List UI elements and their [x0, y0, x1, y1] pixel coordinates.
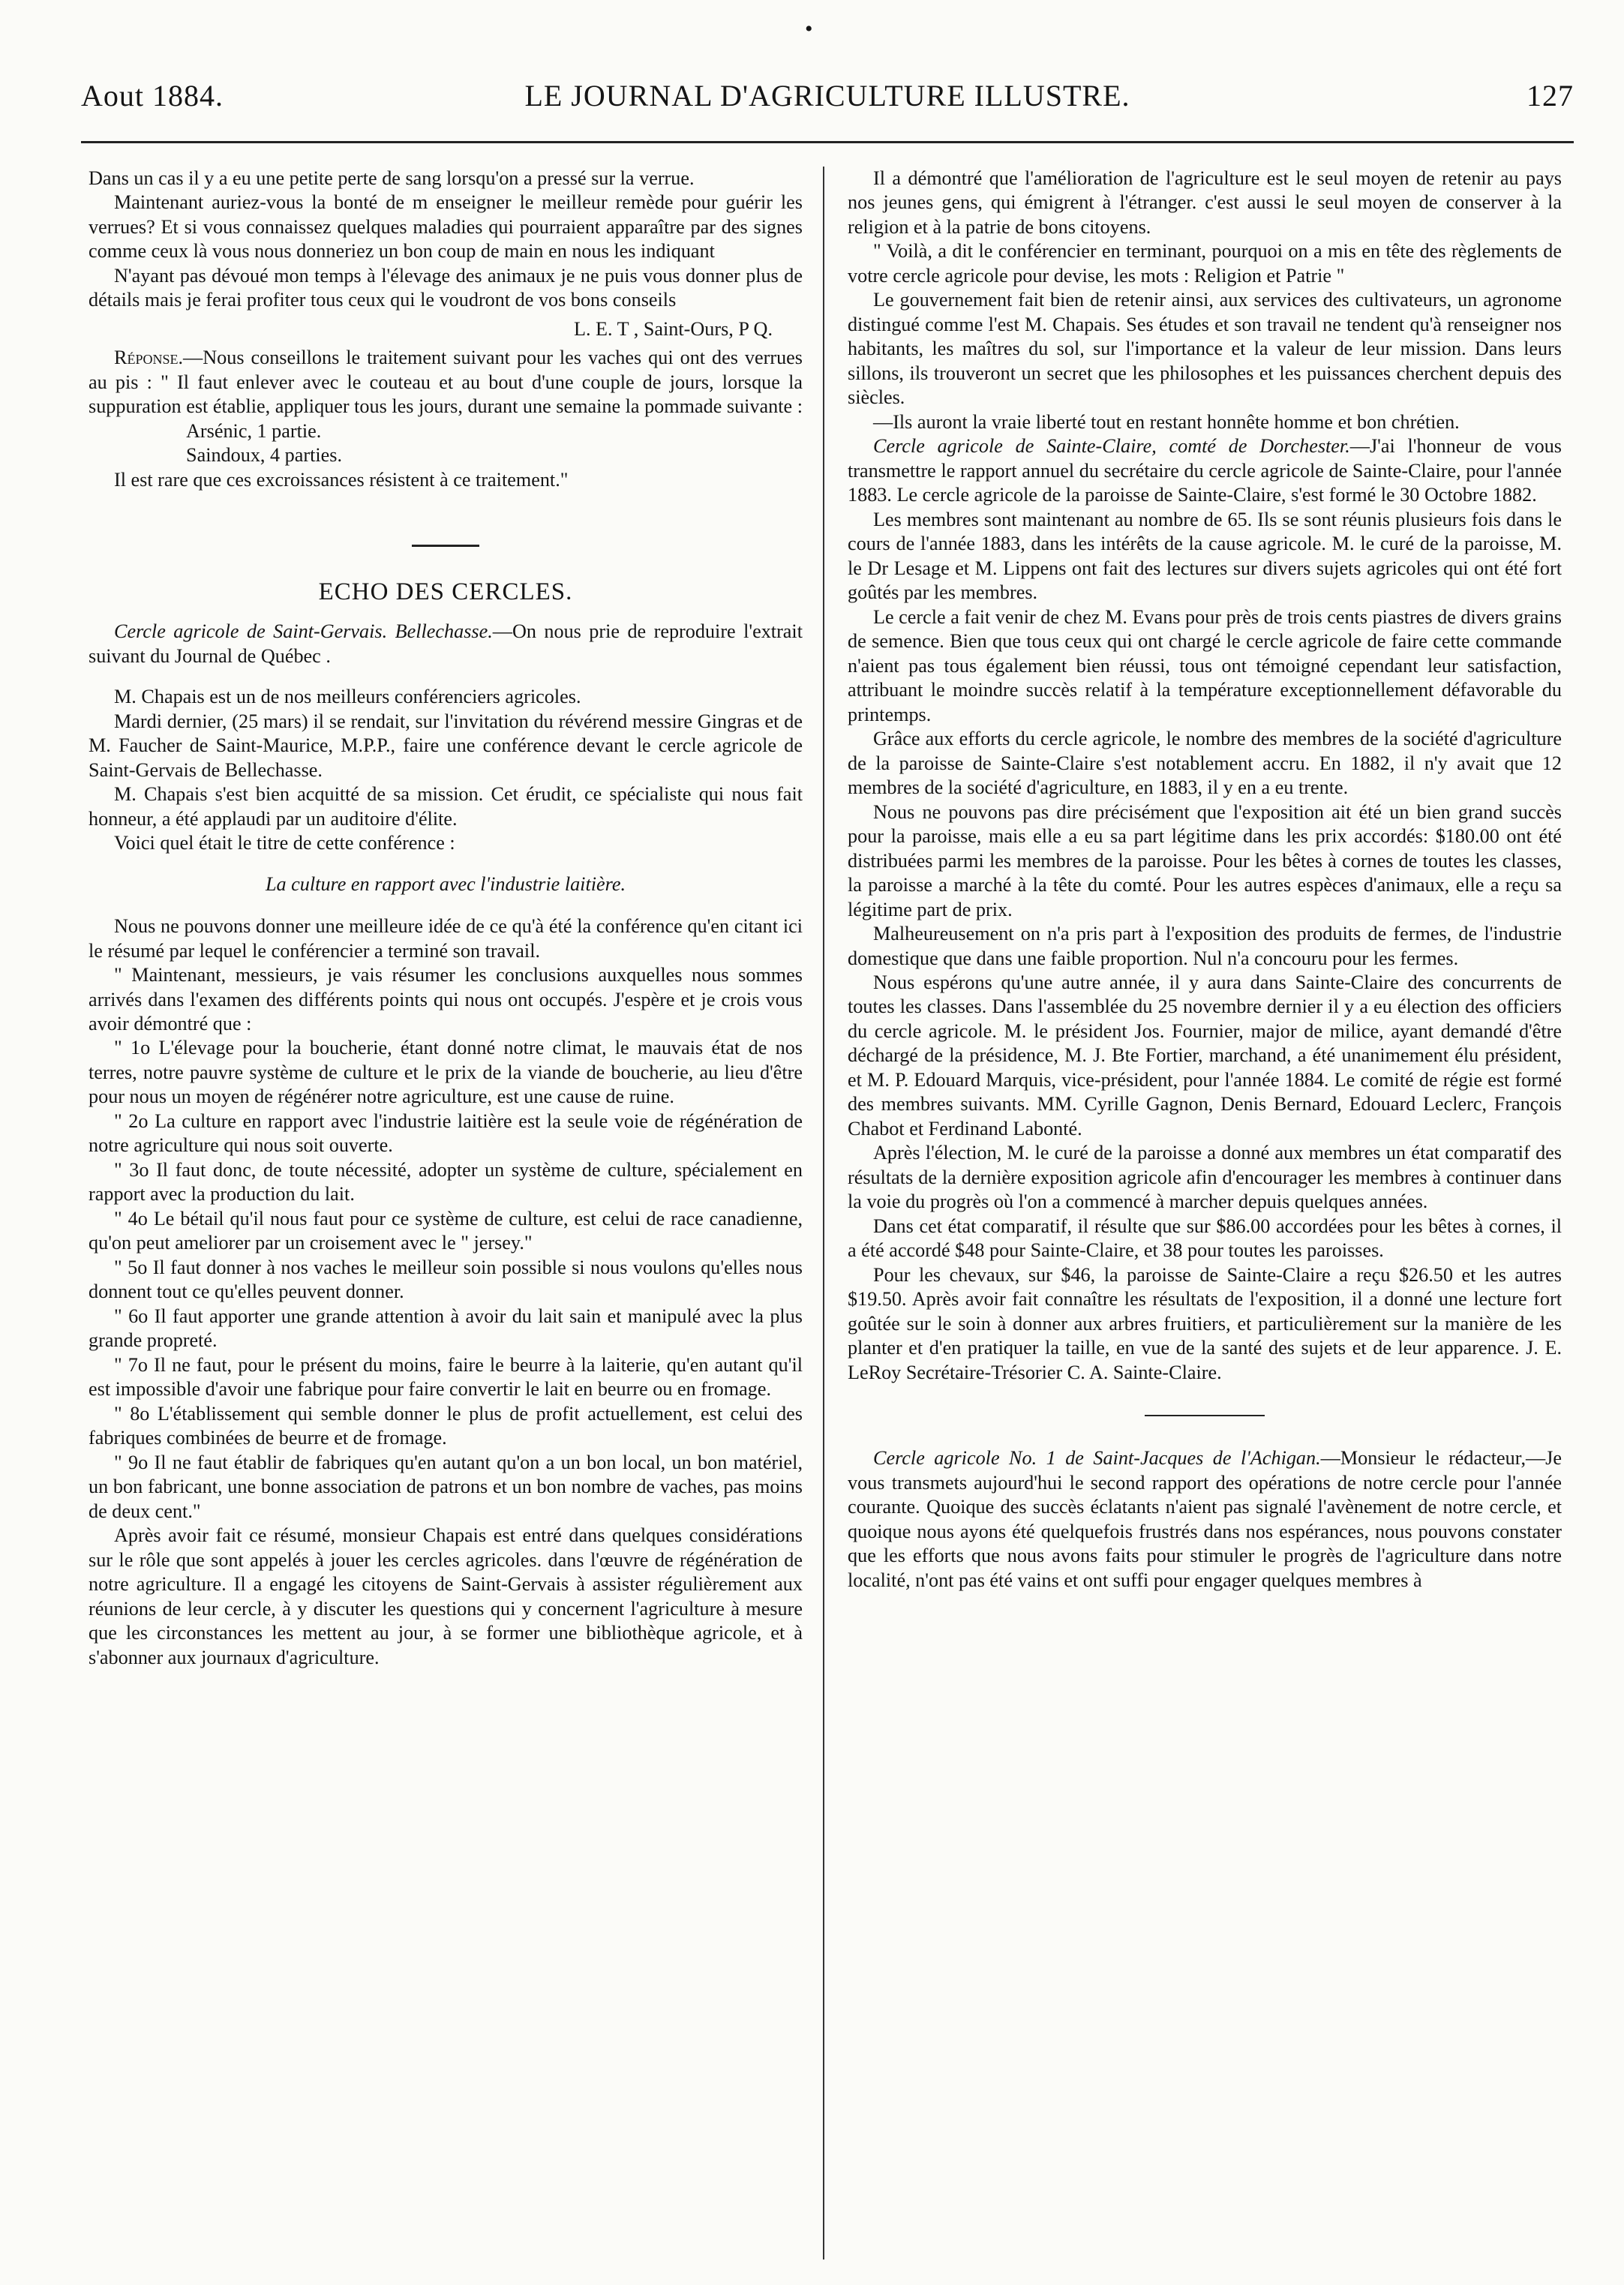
cercle-intro: —Monsieur le rédacteur,—Je vous transmets aujourd'hui le second rapport des opérations de notre cercle pour l'année courante. Quoique des succès éclatants n'aient pas signalé l'avènement de notre cercle, et quoique nous ayons été quelquefois frustrés dans nos espérances, nous pouvons constater que les efforts que nous avons faits pour stimuler le progrès de l'agriculture dans notre localité, n'ont pas été vains et ont suffi pour engager quelques membres à	[848, 1447, 1562, 1591]
article-paragraph: Mardi dernier, (25 mars) il se rendait, sur l'invitation du révérend messire Gingras et de M. Faucher de Saint-Maurice, M.P.P., faire une conférence devant le cercle agricole de Saint-Gervais de Bellechasse.	[89, 710, 803, 781]
header-rule	[81, 141, 1574, 143]
issue-date: Aout 1884.	[81, 79, 224, 113]
cercle-name: Cercle agricole de Sainte-Claire, comté de Dorchester.	[873, 435, 1350, 458]
report-paragraph: Le cercle a fait venir de chez M. Evans pour près de trois cents piastres de divers grains de semence. Bien que tous ceux qui ont chargé le cercle agricole de faire cette commande n'aient pas tous également bien réussi, tous ont témoigné cependant leur satisfaction, attribuant le moindre succès relatif à la température exceptionnellement défavorable du printemps.	[848, 605, 1562, 725]
article-paragraph: Le gouvernement fait bien de retenir ainsi, aux services des cultivateurs, un agronome distingué comme l'est M. Chapais. Ses études et son travail ne tendent qu'à renseigner nos habitants, les maîtres du sol, sur l'importance et la valeur de leur mission. Dans leurs sillons, ils trouveront un secret que les philosophes et les puissances cherchent depuis des siècles.	[848, 289, 1562, 409]
conclusion-item: " 1o L'élevage pour la boucherie, étant donné notre climat, le mauvais état de nos terres, notre pauvre système de culture et le prix de la viande de boucherie, au lieu d'être pour nous un moyen de régénérer notre agriculture, est une cause de ruine.	[89, 1037, 803, 1108]
journal-title: LE JOURNAL D'AGRICULTURE ILLUSTRE.	[524, 79, 1130, 113]
article-paragraph: " Maintenant, messieurs, je vais résumer les conclusions auxquelles nous sommes arrivés dans l'examen des différents points qui nous ont occupés. J'espère et je crois vous avoir démontré que :	[89, 964, 803, 1034]
recipe-line: Arsénic, 1 partie.	[186, 419, 322, 442]
conclusion-item: " 2o La culture en rapport avec l'industrie laitière est la seule voie de régénération de notre agriculture qui nous soit ouverte.	[89, 1109, 803, 1157]
letter-signature: L. E. T , Saint-Ours, P Q.	[573, 317, 773, 340]
report-paragraph: Pour les chevaux, sur $46, la paroisse de Sainte-Claire a reçu $26.50 et les autres $19.50. Après avoir fait connaître les résultats de l'exposition, il a donné une lecture fort goûtée sur le soin à donner aux arbres fruitiers, et particulièrement sur la manière de les planter et d'en pratiquer la taille, en vue de la santé des sujets et de leur apparence. J. E. LeRoy Secrétaire-Trésorier C. A. Sainte-Claire.	[848, 1263, 1562, 1383]
reponse-closing: Il est rare que ces excroissances résistent à ce traitement."	[114, 468, 569, 491]
article-paragraph: " Voilà, a dit le conférencier en terminant, pourquoi on a mis en tête des règlements de votre cercle agricole pour devise, les mots : Religion et Patrie "	[848, 240, 1562, 287]
recipe-line: Saindoux, 4 parties.	[186, 444, 343, 467]
article-paragraph: Voici quel était le titre de cette conférence :	[114, 832, 455, 854]
reponse-label: Réponse.	[114, 347, 184, 369]
letter-paragraph: Dans un cas il y a eu une petite perte de sang lorsqu'on a pressé sur la verrue.	[89, 167, 695, 189]
cercle-name: Cercle agricole de Saint-Gervais. Bellechasse.	[114, 620, 493, 643]
report-paragraph: Nous ne pouvons pas dire précisément que l'exposition ait été un bien grand succès pour la paroisse, mais elle a eu sa part légitime dans les prix accordés: $180.00 ont été distribuées parmi les membres de la paroisse. Pour les bêtes à cornes de toutes les classes, la paroisse a marché à la tête du comté. Pour les autres espèces d'animaux, elle a reçu sa légitime part de prix.	[848, 800, 1562, 920]
page-number: 127	[1526, 79, 1574, 113]
article-paragraph: Nous ne pouvons donner une meilleure idée de ce qu'à été la conférence qu'en citant ici le résumé par lequel le conférencier a terminé son travail.	[89, 915, 803, 962]
conclusion-item: " 5o Il faut donner à nos vaches le meilleur soin possible si nous voulons qu'elles nous donnent tout ce qu'elles peuvent donner.	[89, 1256, 803, 1303]
report-paragraph: Après l'élection, M. le curé de la paroisse a donné aux membres un état comparatif des résultats de la dernière exposition agricole afin d'encourager les membres à continuer dans la voie du progrès où l'on a commencé à marcher depuis quelques années.	[848, 1142, 1562, 1213]
section-divider	[1145, 1415, 1265, 1416]
report-paragraph: Malheureusement on n'a pris part à l'exposition des produits de fermes, de l'industrie domestique que dans une faible proportion. Nul n'a concouru pour les fermes.	[848, 923, 1562, 969]
left-column	[89, 167, 803, 2259]
conclusion-item: " 8o L'établissement qui semble donner le plus de profit actuellement, est celui des fabriques combinées de beurre et de fromage.	[89, 1402, 803, 1449]
page-header	[81, 78, 1574, 120]
conference-title: La culture en rapport avec l'industrie laitière.	[265, 872, 626, 895]
conclusion-item: " 9o Il ne faut établir de fabriques qu'en autant qu'on a un bon local, un bon matériel, un bon fabricant, une bonne association de patrons et un bon nombre de vaches, pas moins de deux cent."	[89, 1451, 803, 1522]
cercle-entry	[89, 620, 803, 668]
report-paragraph: Nous espérons qu'une autre année, il y aura dans Sainte-Claire des concurrents de toutes les classes. Dans l'assemblée du 25 novembre dernier il y a eu élection des officiers du cercle agricole. M. le président Jos. Fournier, major de milice, ayant demandé d'être déchargé de la présidence, M. J. Bte Fortier, marchand, a été unanimement élu président, et M. P. Edouard Marquis, vice-président, pour l'année 1884. Le comité de régie est formé des membres suivants. MM. Cyrille Gagnon, Denis Bernard, Edouard Leclerc, François Chabot et Ferdinand Labonté.	[848, 971, 1562, 1139]
cercle-name: Cercle agricole No. 1 de Saint-Jacques de l'Achigan.	[873, 1447, 1321, 1470]
article-paragraph: M. Chapais est un de nos meilleurs conférenciers agricoles.	[114, 686, 581, 708]
conclusion-item: " 4o Le bétail qu'il nous faut pour ce système de culture, est celui de race canadienne, qu'on peut ameliorer par un croisement avec le " jersey."	[89, 1207, 803, 1254]
right-column	[848, 167, 1562, 2259]
letter-paragraph: N'ayant pas dévoué mon temps à l'élevage des animaux je ne puis vous donner plus de détails mais je ferai profiter tous ceux qui le voudront de vos bons conseils	[89, 264, 803, 311]
section-title: ECHO DES CERCLES.	[318, 578, 573, 606]
cercle-intro: —J'ai l'honneur de vous transmettre le rapport annuel du secrétaire du cercle agricole de Sainte-Claire, pour l'année 1883. Le cercle agricole de la paroisse de Sainte-Claire, s'est formé le 30 Octobre 1882.	[848, 435, 1562, 506]
article-paragraph: M. Chapais s'est bien acquitté de sa mission. Cet érudit, ce spécialiste qui nous fait honneur, a été applaudi par un auditoire d'élite.	[89, 783, 803, 830]
conclusion-item: " 7o Il ne faut, pour le présent du moins, faire le beurre à la laiterie, qu'en autant qu'il est impossible d'avoir une fabrique pour faire convertir le lait en beurre ou en fromage.	[89, 1353, 803, 1401]
cercle-entry	[848, 434, 1562, 507]
report-paragraph: Les membres sont maintenant au nombre de 65. Ils se sont réunis plusieurs fois dans le cours de l'année 1883, dans les intérêts de la cause agricole. M. le curé de la paroisse, M. le Dr Lesage et M. Lippens ont fait des lectures sur divers sujets agricoles qui ont été fort goûtés par les membres.	[848, 508, 1562, 604]
report-paragraph: Dans cet état comparatif, il résulte que sur $86.00 accordées pour les bêtes à cornes, il a été accordé $48 pour Sainte-Claire, et 38 pour toutes les paroisses.	[848, 1215, 1562, 1262]
print-speck: •	[805, 17, 813, 41]
reponse-paragraph	[89, 346, 803, 419]
column-divider	[823, 167, 824, 2259]
cercle-intro: —On nous prie de reproduire l'extrait suivant du Journal de Québec .	[89, 620, 803, 667]
conclusion-item: " 6o Il faut apporter une grande attention à avoir du lait sain et manipulé avec la plus grande propreté.	[89, 1305, 803, 1352]
article-paragraph: Il a démontré que l'amélioration de l'agriculture est le seul moyen de retenir au pays nos jeunes gens, qui émigrent à l'étranger. c'est aussi le seul moyen de conserver à la religion et à la patrie de bons citoyens.	[848, 167, 1562, 238]
article-paragraph: Après avoir fait ce résumé, monsieur Chapais est entré dans quelques considérations sur le rôle que sont appelés à jouer les cercles agricoles. dans l'œuvre de régénération de notre agriculture. Il a engagé les citoyens de Saint-Gervais à assister régulièrement aux réunions de leur cercle, à y discuter les questions qui y concernent l'agriculture à mesure que les circonstances les mettent au jour, à se former une bibliothèque agricole, et à s'abonner aux journaux d'agriculture.	[89, 1524, 803, 1668]
report-paragraph: Grâce aux efforts du cercle agricole, le nombre des membres de la société d'agriculture de la paroisse de Sainte-Claire s'est notablement accru. En 1882, il n'y avait que 12 membres de la société d'agriculture, en 1883, il y en a eu trente.	[848, 728, 1562, 799]
section-divider	[412, 545, 479, 547]
letter-paragraph: Maintenant auriez-vous la bonté de m enseigner le meilleur remède pour guérir les verrues? Et si vous connaissez quelques maladies qui pourraient apparaître par des signes comme ceux là vous nous donneriez un bon coup de main en nous les indiquant	[89, 191, 803, 263]
cercle-entry	[848, 1446, 1562, 1593]
conclusion-item: " 3o Il faut donc, de toute nécessité, adopter un système de culture, spécialement en rapport avec la production du lait.	[89, 1158, 803, 1206]
reponse-text: —Nous conseillons le traitement suivant pour les vaches qui ont des verrues au pis : " Il faut enlever avec le couteau et au bout d'une couple de jours, lorsque la suppuration est établie, appliquer tous les jours, durant une semaine la pommade suivante :	[89, 347, 803, 418]
article-paragraph: —Ils auront la vraie liberté tout en restant honnête homme et bon chrétien.	[873, 410, 1460, 433]
